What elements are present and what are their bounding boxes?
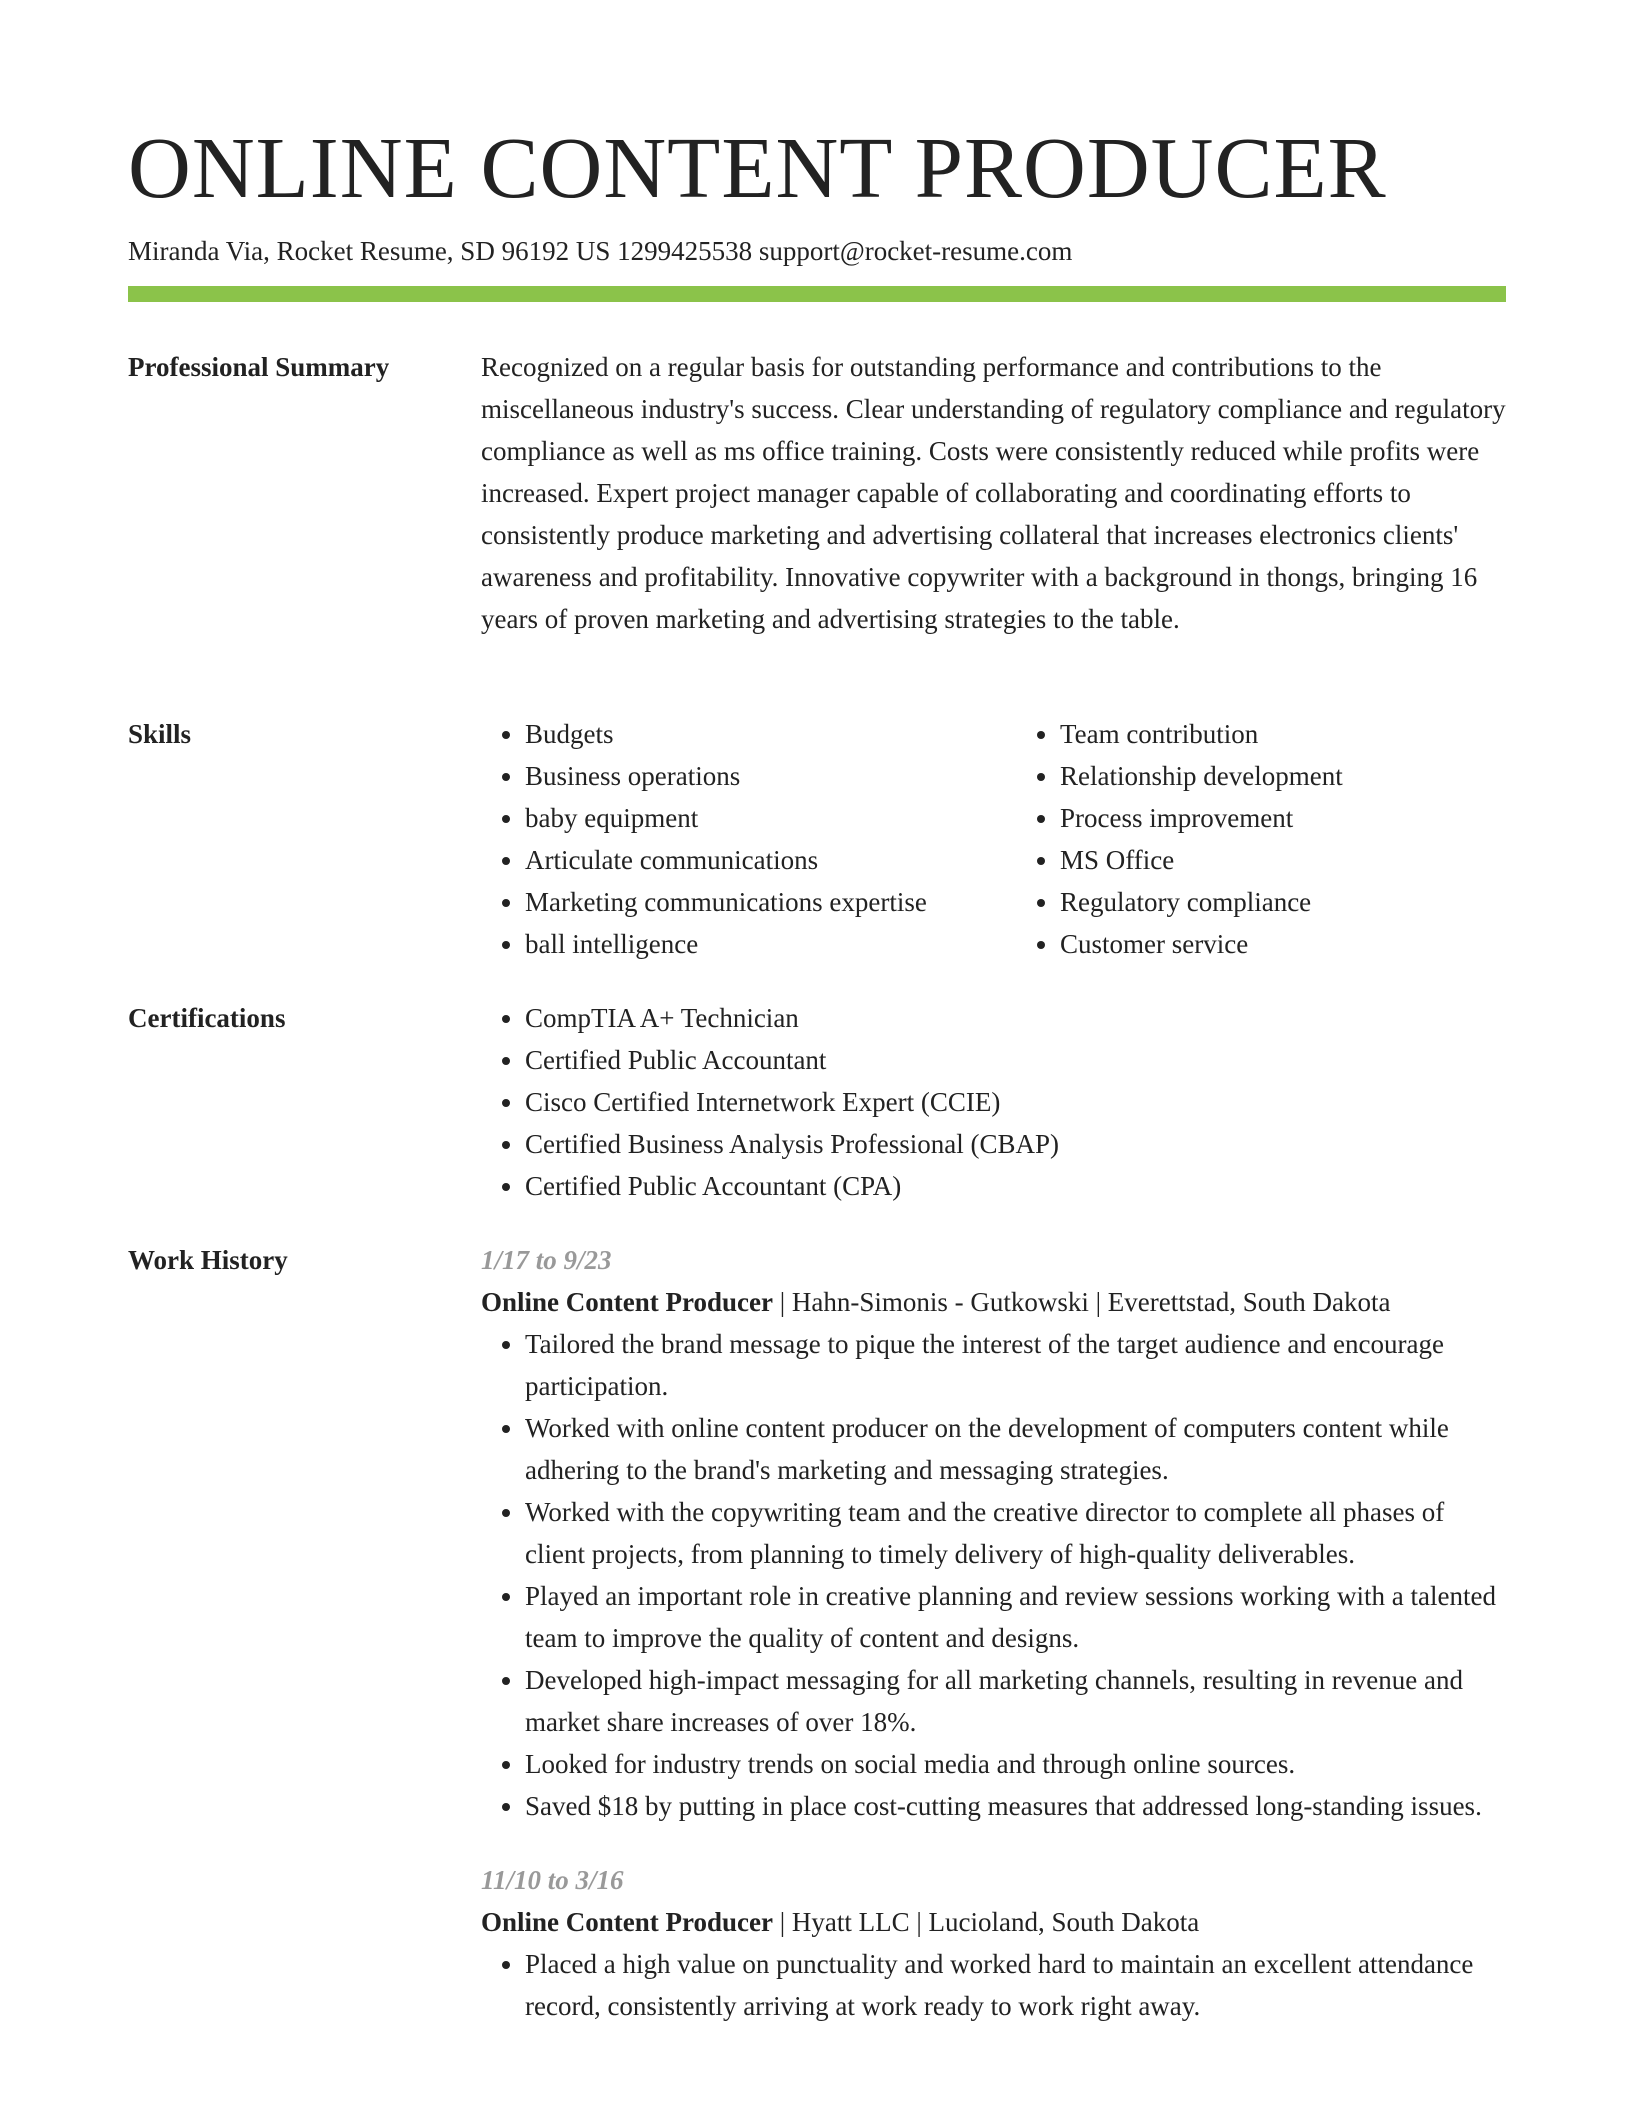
skill-item: • ball intelligence bbox=[525, 923, 971, 965]
job-bullets bbox=[481, 1323, 1506, 1827]
skills-heading: Skills bbox=[128, 719, 192, 749]
certification-item: • Certified Public Accountant bbox=[525, 1039, 1506, 1081]
contact-info: Miranda Via, Rocket Resume, SD 96192 US 1299425538 support@rocket-resume.com bbox=[128, 236, 1073, 266]
job-entry bbox=[481, 1239, 1506, 1827]
job-title: Online Content Producer bbox=[481, 1907, 773, 1937]
skill-item: • Business operations bbox=[525, 755, 971, 797]
certification-item: • CompTIA A+ Technician bbox=[525, 997, 1506, 1039]
job-bullet: • Saved $18 by putting in place cost-cutting measures that addressed long-standing issues. bbox=[525, 1785, 1506, 1827]
job-heading bbox=[481, 1901, 1506, 1943]
job-bullet: • Worked with the copywriting team and the creative director to complete all phases of client projects, from planning to timely delivery of high-quality deliverables. bbox=[525, 1491, 1506, 1575]
job-dates: 11/10 to 3/16 bbox=[481, 1865, 624, 1895]
certification-item: • Certified Business Analysis Professional (CBAP) bbox=[525, 1123, 1506, 1165]
job-dates: 1/17 to 9/23 bbox=[481, 1245, 612, 1275]
work-history-body bbox=[481, 1239, 1506, 2027]
skill-item: • baby equipment bbox=[525, 797, 971, 839]
certifications-list bbox=[481, 997, 1506, 1207]
job-entry bbox=[481, 1859, 1506, 2027]
skill-item: • Customer service bbox=[1060, 923, 1506, 965]
job-employer-location: | Hyatt LLC | Lucioland, South Dakota bbox=[773, 1907, 1200, 1937]
certifications-body bbox=[481, 997, 1506, 1207]
job-bullet: • Placed a high value on punctuality and worked hard to maintain an excellent attendance record, consistently arriving at work ready to work right away. bbox=[525, 1943, 1506, 2027]
skill-item: • MS Office bbox=[1060, 839, 1506, 881]
resume-title: ONLINE CONTENT PRODUCER bbox=[128, 119, 1387, 216]
job-bullet: • Developed high-impact messaging for all marketing channels, resulting in revenue and market share increases of over 18%. bbox=[525, 1659, 1506, 1743]
job-bullet: • Played an important role in creative planning and review sessions working with a talented team to improve the quality of content and designs. bbox=[525, 1575, 1506, 1659]
job-bullet: • Looked for industry trends on social media and through online sources. bbox=[525, 1743, 1506, 1785]
job-employer-location: | Hahn-Simonis - Gutkowski | Everettstad, South Dakota bbox=[773, 1287, 1391, 1317]
job-bullet: • Tailored the brand message to pique the interest of the target audience and encourage participation. bbox=[525, 1323, 1506, 1407]
skill-item: • Team contribution bbox=[1060, 713, 1506, 755]
skills-list-right bbox=[1016, 713, 1506, 965]
skill-item: • Process improvement bbox=[1060, 797, 1506, 839]
skill-item: • Marketing communications expertise bbox=[525, 881, 971, 923]
skill-item: • Regulatory compliance bbox=[1060, 881, 1506, 923]
job-title: Online Content Producer bbox=[481, 1287, 773, 1317]
summary-body bbox=[481, 346, 1506, 640]
summary-heading: Professional Summary bbox=[128, 352, 390, 382]
certification-item: • Certified Public Accountant (CPA) bbox=[525, 1165, 1506, 1207]
job-heading bbox=[481, 1281, 1506, 1323]
header-divider bbox=[128, 286, 1506, 302]
certifications-heading: Certifications bbox=[128, 1003, 286, 1033]
skills-list-left bbox=[481, 713, 971, 965]
skill-item: • Relationship development bbox=[1060, 755, 1506, 797]
summary-text: Recognized on a regular basis for outstanding performance and contributions to the miscellaneous industry's success. Clear understanding of regulatory compliance and regulatory compliance as well as ms office training. Costs were consistently reduced while profits were increased. Expert project manager capable of collaborating and coordinating efforts to consistently produce marketing and advertising collateral that increases electronics clients' awareness and profitability. Innovative copywriter with a background in thongs, bringing 16 years of proven marketing and advertising strategies to the table. bbox=[481, 352, 1506, 634]
certification-item: • Cisco Certified Internetwork Expert (CCIE) bbox=[525, 1081, 1506, 1123]
skill-item: • Budgets bbox=[525, 713, 971, 755]
skill-item: • Articulate communications bbox=[525, 839, 971, 881]
job-bullets bbox=[481, 1943, 1506, 2027]
job-bullet: • Worked with online content producer on the development of computers content while adhering to the brand's marketing and messaging strategies. bbox=[525, 1407, 1506, 1491]
skills-body bbox=[481, 713, 1506, 965]
work-history-heading: Work History bbox=[128, 1245, 288, 1275]
